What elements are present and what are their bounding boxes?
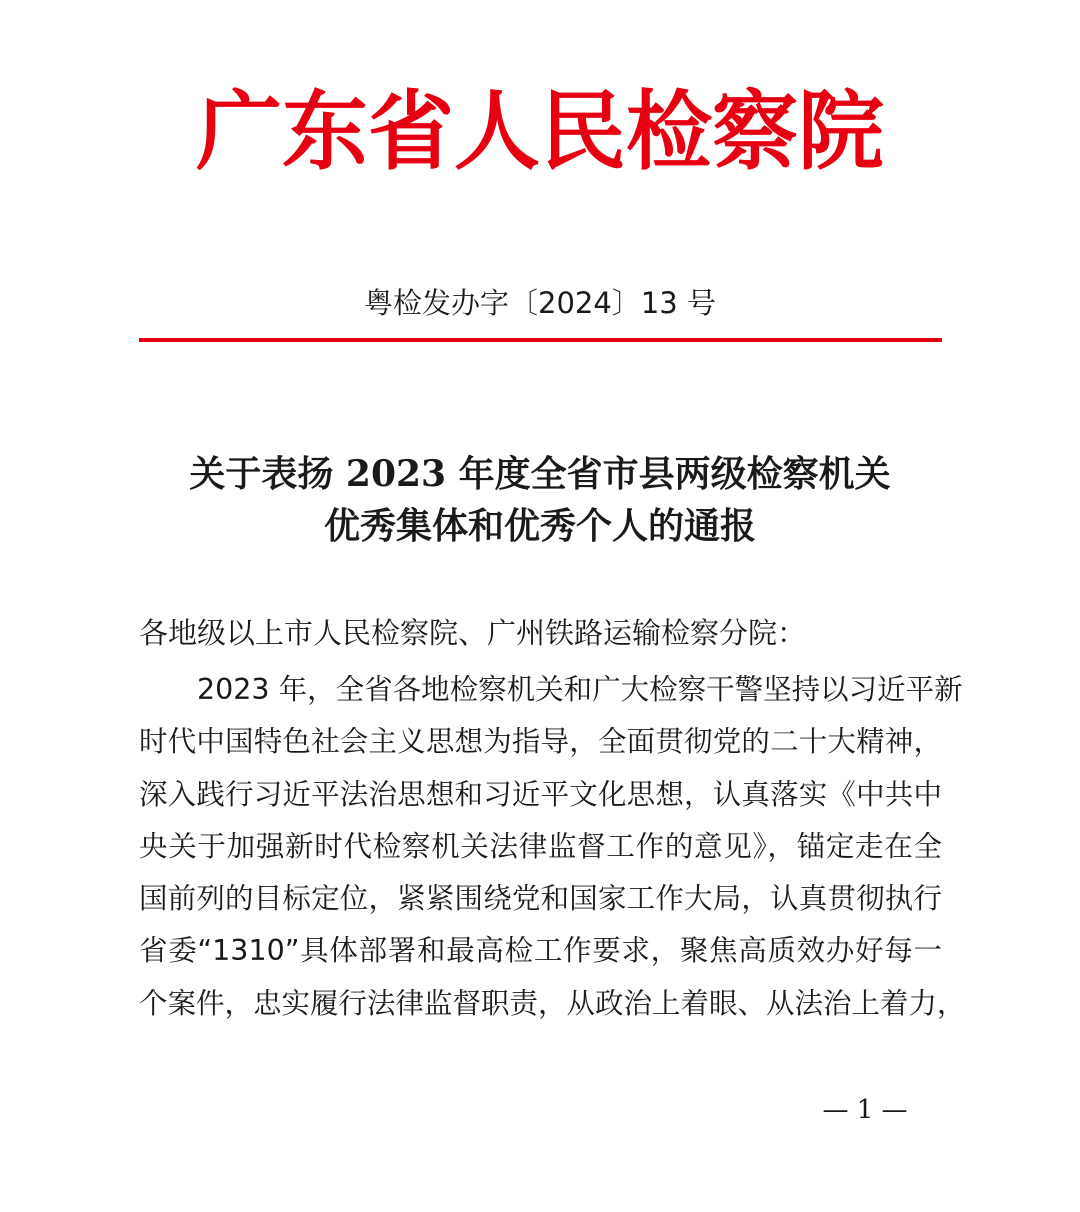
notice-title-line-2: 优秀集体和优秀个人的通报 (323, 505, 756, 547)
body-line: 央关于加强新时代检察机关法律监督工作的意见》，锚定走在全 (139, 829, 942, 863)
page-number: — 1 — (822, 1095, 908, 1125)
notice-title (0, 448, 1080, 552)
notice-title-line-1: 关于表扬 2023 年度全省市县两级检察机关 (189, 453, 891, 495)
body-line: 国前列的目标定位，紧紧围绕党和国家工作大局，认真贯彻执行 (139, 882, 942, 916)
body-line: 个案件，忠实履行法律监督职责，从政治上着眼、从法治上着力， (139, 986, 966, 1020)
body-line: 深入践行习近平法治思想和习近平文化思想，认真落实《中共中 (139, 777, 942, 811)
body-text (139, 664, 966, 1030)
red-separator-line (139, 338, 942, 342)
body-line: 时代中国特色社会主义思想为指导，全面贯彻党的二十大精神， (139, 725, 942, 759)
body-line: 省委“1310”具体部署和最高检工作要求，聚焦高质效办好每一 (139, 934, 942, 968)
salutation: 各地级以上市人民检察院、广州铁路运输检察分院： (139, 616, 807, 650)
masthead-title: 广东省人民检察院 (196, 81, 884, 182)
document-number: 粤检发办字〔2024〕13 号 (364, 286, 716, 320)
body-line: 2023 年，全省各地检察机关和广大检察干警坚持以习近平新 (197, 673, 963, 706)
